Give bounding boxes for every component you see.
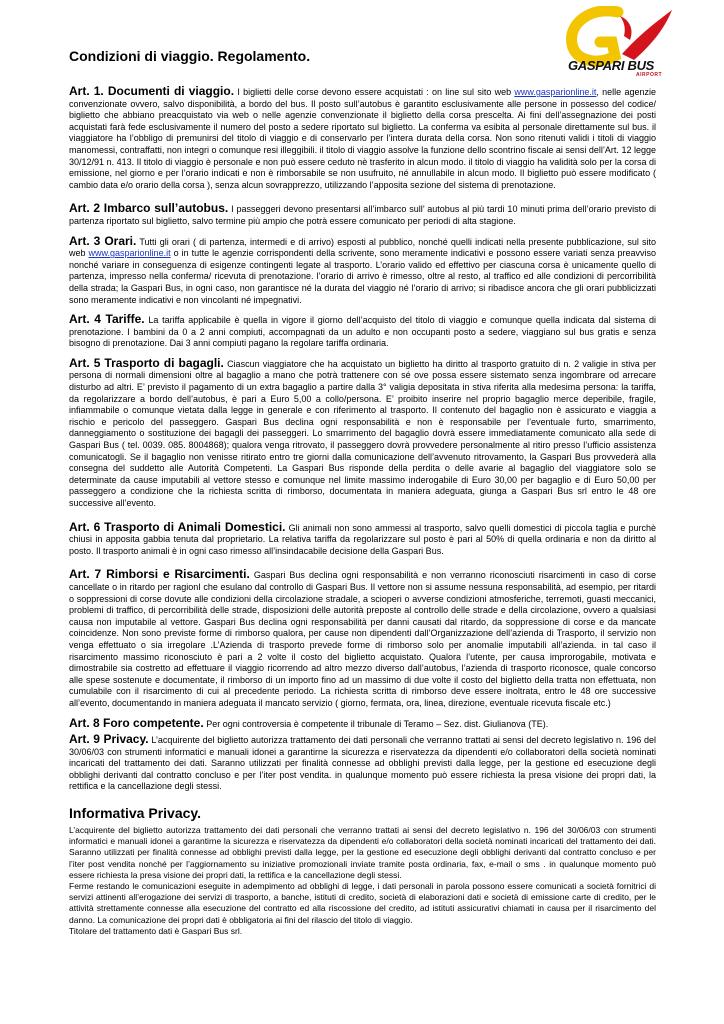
page-title: Condizioni di viaggio. Regolamento. xyxy=(69,48,311,64)
art5-text: Ciascun viaggiatore che ha acquistato un biglietto ha diritto al trasporto gratuito di n. 2 valigie in stiva per persona di normali dimensioni oltre al bagaglio a mano che potrà trattenere con sé ove possa essere sistemato senza ingombrare od arrecare disturbo ad altri. E’ previsto il pagamento di un extra bagaglio a partire dalla 3° valigia depositata in stiva riferita alla medesima persona: la tariffa, da regolarizzare a bordo dell’autobus, è pari a Euro 5,00 a collo/persona. E’ proibito inserire nel proprio bagaglio merce deperibile, fragile, infiammabile o comunque vietata dalla legge in generale e con riferimento al trasporto. Il contenuto del bagaglio non è assicurato e viaggia a rischio e pericolo del passeggero. Gaspari Bus declina ogni responsabilità e non è responsabile per l’eventuale furto, smarrimento, danneggiamento o sostituzione dei bagagli dei passeggeri. Lo smarrimento del bagaglio dovrà essere immediatamente comunicato alla sede di Gaspari Bus ( tel. 0039. 085. 8004868); qualora venga ritrovato, il passeggero dovrà provvedere personalmente al ritiro presso l’ufficio assistenza comunicatogli. Se il bagaglio non venisse ritirato entro tre giorni dalla comunicazione dell’avvenuto ritrovamento, la Gaspari Bus provvederà alla consegna del suddetto alle Autorità Competenti. La Gaspari Bus risponde della perdita o delle avarie al bagaglio del viaggiatore solo se determinate da cause imputabili al vettore stesso e comunque nel limite massimo inderogabile di Euro 30,00 per bagaglio e di Euro 50,00 per passeggero a condizione che la richiesta scritta di rimborso, documentata in maniera adeguata, giunga a Gaspari Bus srl entro le 48 ore successive all’evento. xyxy=(69,358,656,508)
art4-text: La tariffa applicabile è quella in vigore il giorno dell’acquisto del titolo di viaggio e comunque quella indicata dal sistema di prenotazione. I bambini da 0 a 2 anni compiuti, accompagnati da un adulto e non occupanti posto a sedere, viaggiano sul bus gratis e senza bisogno di prenotazione. Dai 3 anni compiuti pagano la regolare tariffa ordinaria. xyxy=(69,315,656,349)
logo-red-accent xyxy=(620,16,632,40)
privacy-p2: Ferme restando le comunicazioni eseguite in adempimento ad obblighi di legge, i dati personali in parola possono essere comunicati a società fornitrici di servizi attinenti all’erogazione dei servizi di trasporto, a banche, istituti di credito, società di elaborazioni dati e società di emissione carte di credito, per le attività strettamente connesse alla esecuzione del contratto ed alla riscossione del credito, ad istituti assicurativi chiamati in causa per il risarcimento del danno. La comunicazione dei propri dati è obbligatoria ai fini del rilascio del titolo di viaggio. xyxy=(69,881,656,925)
logo-brand: GASPARI BUS xyxy=(568,58,655,73)
art7-paragraph xyxy=(69,569,656,709)
art3-text-a: Tutti gli orari ( di partenza, intermedi e di arrivo) esposti al pubblico, nonché quelli indicati nella presente pubblicazione, sul sito web xyxy=(69,236,657,259)
art8-heading: Art. 8 Foro competente. xyxy=(69,715,204,730)
art9-paragraph xyxy=(69,734,656,793)
logo-sub: AIRPORT xyxy=(636,72,662,78)
art2-heading: Art. 2 Imbarco sull’autobus. xyxy=(69,201,229,216)
art4-paragraph xyxy=(69,314,656,350)
art1-text-a: I biglietti delle corse devono essere acquistati : on line sul sito web xyxy=(237,87,515,97)
privacy-p1: L’acquirente del biglietto autorizza trattamento dei dati personali che verranno trattati ai sensi del decreto legislativo n. 196 del 30/06/03 con strumenti informatici e manuali idonei a garantirne la sicurezza e riservatezza da dipendenti e/o collaboratori della società nominati incaricati del trattamento dei dati. Saranno utilizzati per finalità connesse ad obblighi previsti dalla legge, per la gestione ed esecuzione degli obblighi derivanti dal contratto concluso e per l’iter post vendita nonché per l’aggiornamento su iniziative promozionali inviate tramite posta ordinaria, fax, e-mail o sms . in qualunque momento può essere richiesta la presa visione dei propri dati, la rettifica e la cancellazione degli stessi. xyxy=(69,825,656,880)
art9-text: L’acquirente del biglietto autorizza trattamento dei dati personali che verranno trattati ai sensi del decreto legislativo n. 196 del 30/06/03 con strumenti informatici e manuali idonei a garantirne la sicurezza e riservatezza da dipendenti e/o collaboratori della società nominati incaricati del trattamento dei dati. Saranno utilizzati per finalità connesse ad obblighi previsti dalla legge, per la gestione ed esecuzione degli obblighi derivanti dal contratto concluso e per l’iter post vendita. in qualunque momento può essere richiesta la presa visione dei propri dati, la rettifica e la cancellazione degli stessi. xyxy=(69,735,656,792)
art7-text: Gaspari Bus declina ogni responsabilità e non verranno riconosciuti risarcimenti in caso di corse cancellate o in ritardo per ragionI che esulano dal controllo di Gaspari Bus. Il vettore non si assume nessuna responsabilità, ad esempio, per ritardi o soppressioni di corse dovute alle condizioni della circolazione stradale, a scioperi o avverse condizioni atmosferiche, terremoti, guasti meccanici, problemi di traffico, di percorribilità delle strade, disposizioni delle autorità preposte al controllo delle strade e della circolazione, ovvero a qualsiasi causa non imputabile al vettore. Gaspari Bus declina ogni responsabilità per danni causati dal ritardo, da soppressione di corse e da mancate coincidenze. Non sono previste forme di rimborso qualora, per cause non dipendenti dall’Organizzazione dell’azienda di Trasporto, il servizio non venga effettuato o sia irregolare .L’Azienda di trasporto prevede forme di rimborso solo per anomalie imputabili all’azienda. in tal caso il risarcimento massimo riconosciuto è pari a 2 volte il costo del biglietto acquistato. Qualora l’utente, per causa improrogabile, motivata e dimostrabile sia costretto ad effettuare il viaggio ricorrendo ad altro mezzo diverso dall’autobus, l’azienda di trasporto riconosce, quale concorso alle spese sostenute e documentate, il rimborso di un importo fino ad un massimo di due volte il costo del biglietto della tratta non effettuata, non cumulabile con il risarcimento di cui al precedente periodo. La richiesta scritta di rimborso deve essere inoltrata, entro le 48 ore successive all’evento, documentando in maniera adeguata il mancato servizio ( giorno, fermata, ora, linea, direzione, eventuale ricevuta fiscale etc.) xyxy=(69,570,656,708)
art3-heading: Art. 3 Orari. xyxy=(69,233,137,248)
art9-heading: Art. 9 Privacy. xyxy=(69,732,149,747)
website-link-2[interactable]: www.gasparionline.it xyxy=(88,248,171,259)
privacy-title: Informativa Privacy. xyxy=(69,805,202,822)
art5-paragraph xyxy=(69,355,656,510)
art7-heading: Art. 7 Rimborsi e Risarcimenti. xyxy=(69,567,250,582)
art5-heading: Art. 5 Trasporto di bagagli. xyxy=(69,355,224,370)
art2-text: I passeggeri devono presentarsi all’imbarco sull’ autobus al più tardi 10 minuti prima dell’orario previsto di partenza riportato sul biglietto, salvo termine più ampio che potrà essere comunicato per periodi di alta stagione. xyxy=(69,204,656,226)
art6-paragraph xyxy=(69,519,656,558)
document-body xyxy=(69,48,656,937)
art8-text: Per ogni controversia è competente il tribunale di Teramo – Sez. dist. Giulianova (TE). xyxy=(206,718,549,729)
art1-paragraph xyxy=(69,86,656,191)
art1-heading: Art. 1. Documenti di viaggio. xyxy=(69,84,235,98)
art3-text-b: o in tutte le agenzie corrispondenti della scrivente, sono meramente indicativi e possono essere variati senza preavviso nonché variare in conseguenza di esigenze contingenti legate al trasporto. L’orario valido ed effettivo per ciascuna corsa è unicamente quello di partenza, impresso nella conferma/ ricevuta di prenotazione. l’orario di arrivo è rimesso, oltre al resto, al traffico ed alle condizioni di percorribilità della strada; la Gaspari Bus, in ogni caso, non garantisce né la durata del viaggio né l’orario di arrivo; si ribadisce ancora che gli orari pubblicizzati sono meramente indicativi e non vincolanti né impegnativi. xyxy=(69,248,656,305)
website-link[interactable]: www.gasparionline.it xyxy=(514,87,597,97)
art8-paragraph xyxy=(69,715,656,731)
art3-paragraph xyxy=(69,233,657,307)
art1-text-b: , nelle agenzie convenzionate ovvero, salvo disponibilità, a bordo del bus. Il posto sull’autobus è garantito esclusivamente alle persone in possesso del codice/ biglietto che abbiano preacquistato via web o nelle agenzie convenzionate il biglietto della corsa prescelta. Ai fini dell’assegnazione dei posti acquistati farà fede esclusivamente il numero del posto a sedere riportato sul biglietto. La conferma va esibita al personale direttamente sul bus. il viaggiatore ha l’obbligo di premunirsi del titolo di viaggio e di conservarlo per l’intera durata della corsa. Non sono ritenuti validi i titoli di viaggio manomessi, contraffatti, non integri o comunque resi illeggibili. il titolo di viaggio assolve la funzione dello scontrino fiscale ai sensi dell’Art. 12 legge 30/12/91 n. 413. Il titolo di viaggio è personale e non può essere ceduto nè trasferito in alcun modo. il titolo di viaggio ha validità solo per la corsa di emissione, nel giorno e per l’orario indicati e non è rimborsabile se non usufruito, né annullabile in alcun modo. Il biglietto può essere modificato ( cambio data e/o orario della corsa ), senza alcun sovrapprezzo, utilizzando l’apposita sezione del sistema di prenotazione. xyxy=(69,87,656,190)
art2-paragraph xyxy=(69,203,656,227)
privacy-p3: Titolare del trattamento dati è Gaspari Bus srl. xyxy=(69,925,243,936)
art6-heading: Art. 6 Trasporto di Animali Domestici. xyxy=(69,519,286,534)
art6-text: Gli animali non sono ammessi al trasporto, salvo quelli domestici di piccola taglia e purchè chiusi in apposita gabbia tenuta dal proprietario. La relativa tariffa da regolarizzare sul posto è pari al 50% di quella ordinaria e non da diritto al posto. Il trasporto animali è in ogni caso rimesso all’insindacabile decisione della Gaspari Bus. xyxy=(69,522,656,556)
art4-heading: Art. 4 Tariffe. xyxy=(69,312,145,327)
